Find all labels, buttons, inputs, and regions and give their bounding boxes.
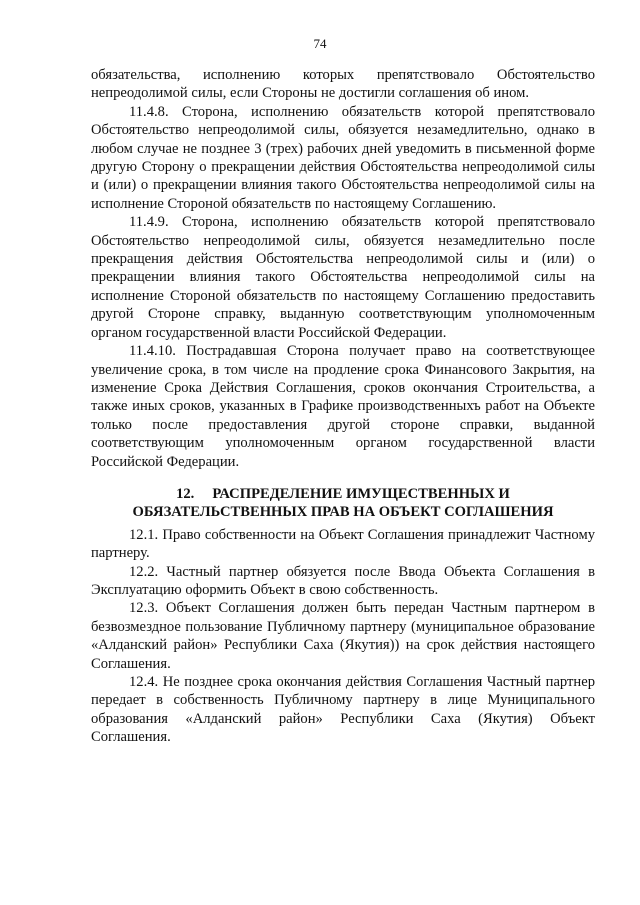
section-heading	[91, 485, 595, 522]
paragraph-12-2: 12.2. Частный партнер обязуется после Ввода Объекта Соглашения в Эксплуатацию оформить Объект в свою собственность.	[91, 563, 595, 598]
paragraph-continuation: обязательства, исполнению которых препятствовало Обстоятельство непреодолимой силы, если Стороны не достигли соглашения об ином.	[91, 67, 595, 102]
paragraph-12-4: 12.4. Не позднее срока окончания действия Соглашения Частный партнер передает в собственность Публичному партнеру в лице Муниципального образования «Алданский район» Республики Саха (Якутия) Объект Соглашения.	[91, 674, 595, 746]
page-number: 74	[313, 36, 327, 51]
paragraph-11-4-10: 11.4.10. Пострадавшая Сторона получает право на соответствующее увеличение срока, в том числе на продление срока Финансового Закрытия, на изменение Срока Действия Соглашения, сроков окончания Строительства, а также иных сроков, указанных в Графике производственныхъ работ на Объекте только после предоставления другой стороне справки, выданной соответствующим уполномоченным органом государственной власти Российской Федерации.	[91, 343, 595, 470]
paragraph-11-4-8: 11.4.8. Сторона, исполнению обязательств которой препятствовало Обстоятельство непреодолимой силы, обязуется незамедлительно, однако в любом случае не позднее 3 (трех) рабочих дней уведомить в письменной форме другую Сторону о прекращении действия Обстоятельства непреодолимой силы и (или) о прекращении влияния такого Обстоятельства непреодолимой силы на исполнение Стороной обязательств по настоящему Соглашению.	[91, 103, 595, 212]
section-number: 12.	[176, 485, 195, 502]
document-body	[91, 66, 595, 747]
section-title-line-1: РАСПРЕДЕЛЕНИЕ ИМУЩЕСТВЕННЫХ И	[212, 485, 510, 502]
section-title-line-2: ОБЯЗАТЕЛЬСТВЕННЫХ ПРАВ НА ОБЪЕКТ СОГЛАШЕНИЯ	[132, 504, 554, 521]
paragraph-12-3: 12.3. Объект Соглашения должен быть передан Частным партнером в безвозмездное пользование Публичному партнеру (муниципальное образование «Алданский район» Республики Саха (Якутия)) на срок действия настоящего Соглашения.	[91, 600, 595, 672]
paragraph-12-1: 12.1. Право собственности на Объект Соглашения принадлежит Частному партнеру.	[91, 526, 595, 562]
paragraph-11-4-9: 11.4.9. Сторона, исполнению обязательств которой препятствовало Обстоятельство непреодолимой силы, обязуется незамедлительно после прекращения действия Обстоятельства непреодолимой силы и (или) о прекращении влияния такого Обстоятельства непреодолимой силы на исполнение Стороной обязательств по настоящему Соглашению предоставить другой Стороне справку, выданную соответствующим уполномоченным органом государственной власти Российской Федерации.	[91, 214, 595, 341]
section-heading-line-1	[91, 485, 595, 503]
